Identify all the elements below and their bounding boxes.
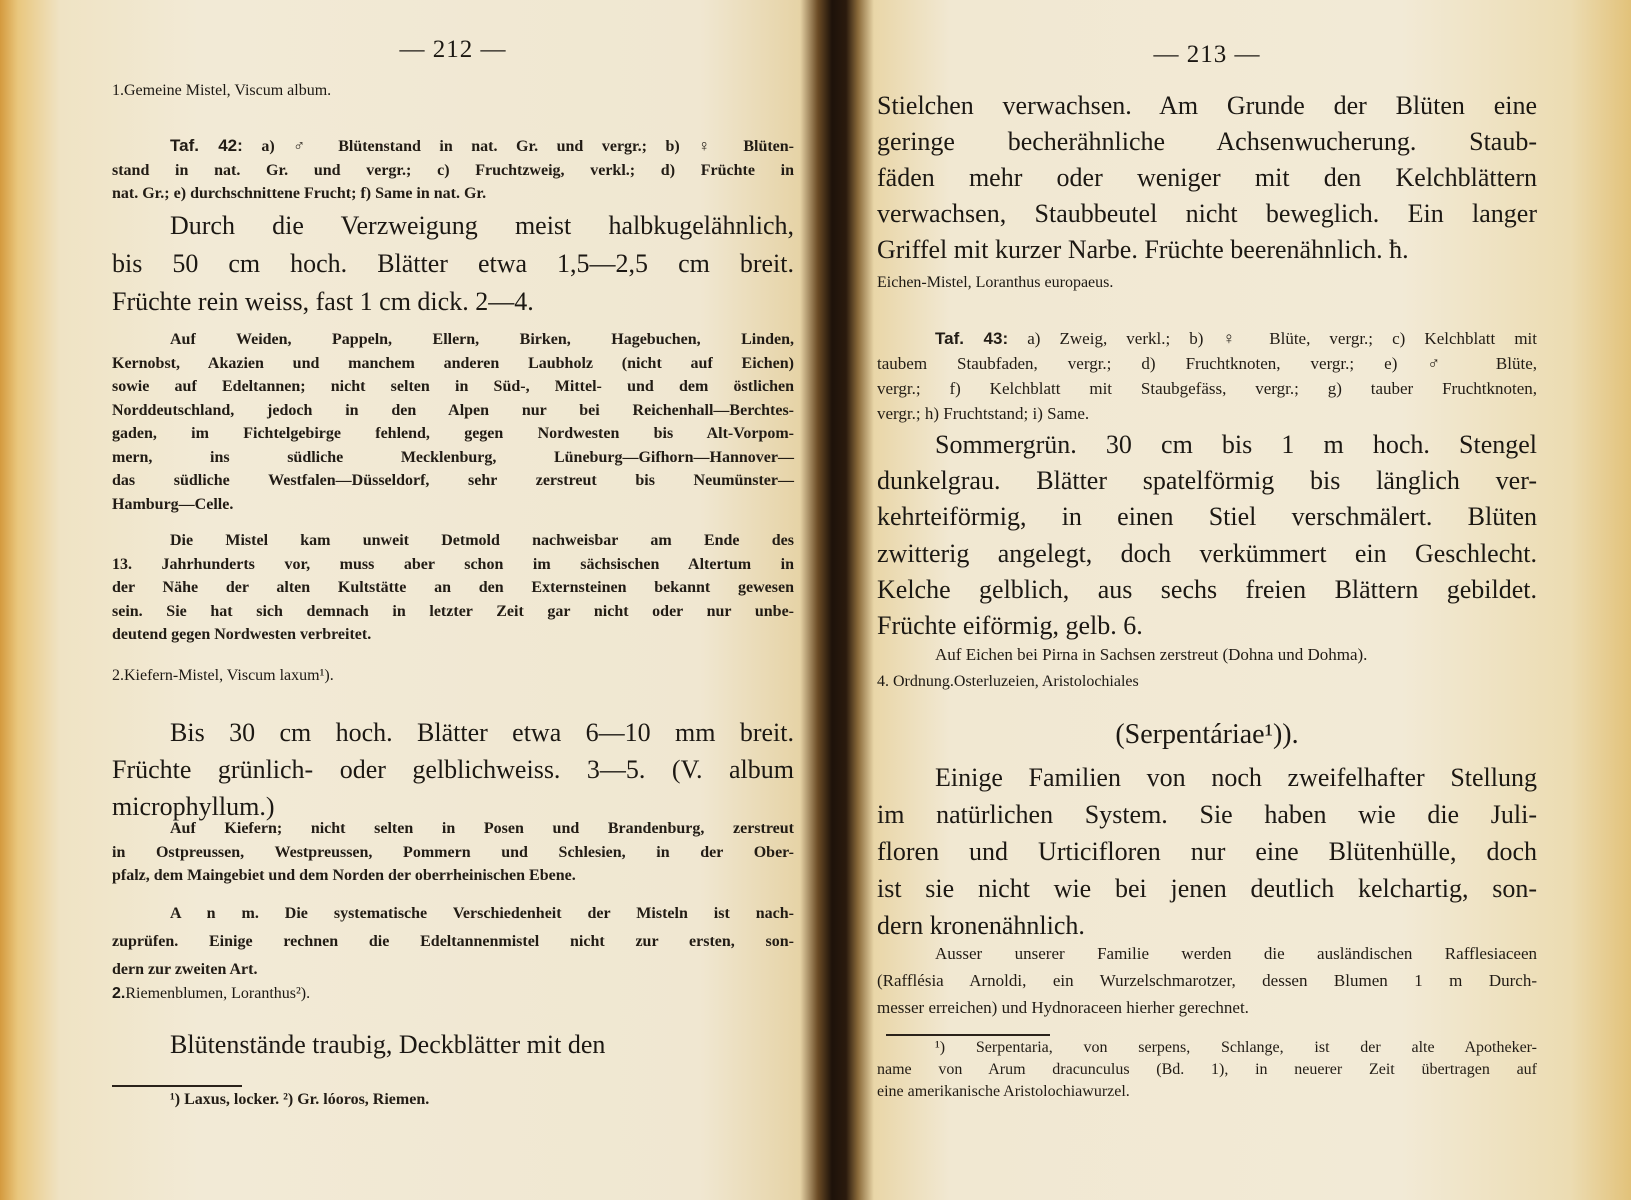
text-line: Die Mistel kam unweit Detmold nachweisbar am Ende des bbox=[170, 532, 794, 549]
text-line: verwachsen, Staubbeutel nicht beweglich. Ein langer bbox=[877, 199, 1537, 228]
text-line: im natürlichen System. Sie haben wie die Juli- bbox=[877, 800, 1537, 829]
text-line: Norddeutschland, jedoch in den Alpen nur bei Reichenhall—Berchtes- bbox=[112, 401, 794, 419]
heading-common-name: Riemenblumen, bbox=[125, 985, 228, 1002]
text-line: messer erreichen) und Hydnoraceen hierher gerechnet. bbox=[877, 998, 1249, 1017]
text-line: mern, ins südliche Mecklenburg, Lüneburg—Gifhorn—Hannover— bbox=[112, 448, 794, 466]
text-line: das südliche Westfalen—Düsseldorf, sehr zerstreut bis Neumünster— bbox=[112, 472, 794, 489]
text-line: Auf Eichen bei Pirna in Sachsen zerstreut (Dohna und Dohma). bbox=[935, 645, 1368, 664]
paragraph bbox=[112, 714, 794, 825]
text-line: Griffel mit kurzer Narbe. Früchte beerenähnlich. ħ. bbox=[877, 235, 1409, 264]
paragraph bbox=[112, 529, 794, 647]
page-number: — 212 — bbox=[399, 36, 507, 63]
paragraph bbox=[877, 427, 1537, 644]
heading-number: 2. bbox=[112, 667, 124, 684]
paragraph bbox=[877, 759, 1537, 944]
text-line: eine amerikanische Aristolochiawurzel. bbox=[877, 1083, 1130, 1100]
text-line: Sommergrün. 30 cm bis 1 m hoch. Stengel bbox=[935, 430, 1537, 459]
text-line: Ausser unserer Familie werden die ausländischen Rafflesiaceen bbox=[935, 944, 1537, 963]
text-line: floren und Urticifloren nur eine Blütenhülle, doch bbox=[877, 837, 1537, 866]
heading-latin-name: Aristolochiales bbox=[1041, 673, 1139, 690]
left-page-212 bbox=[112, 0, 794, 1200]
text-line: geringe becherähnliche Achsenwucherung. Staub- bbox=[877, 127, 1537, 156]
text-line: Auf Kiefern; nicht selten in Posen und Brandenburg, zerstreut bbox=[170, 820, 794, 837]
text-line: Bis 30 cm hoch. Blätter etwa 6—10 mm breit. bbox=[170, 718, 794, 747]
text-line: (Rafflésia Arnoldi, ein Wurzelschmarotzer, dessen Blumen 1 m Durch- bbox=[877, 971, 1537, 990]
footnote bbox=[877, 1037, 1537, 1103]
paragraph bbox=[877, 643, 1537, 667]
plate-reference: Taf. 42: bbox=[170, 136, 243, 155]
text-line: Früchte rein weiss, fast 1 cm dick. 2—4. bbox=[112, 287, 534, 316]
section-heading bbox=[877, 673, 1537, 691]
plate-reference: Taf. 43: bbox=[935, 329, 1009, 348]
heading-latin-name: Loranthus²). bbox=[231, 985, 311, 1002]
text-line: dunkelgrau. Blätter spatelförmig bis länglich ver- bbox=[877, 466, 1537, 496]
paragraph bbox=[112, 134, 794, 206]
text-line: der Nähe der alten Kultstätte an den Externsteinen bekannt gewesen bbox=[112, 579, 794, 596]
text-line: dern zur zweiten Art. bbox=[112, 961, 258, 978]
text-line: A n m. Die systematische Verschiedenheit der Misteln ist nach- bbox=[170, 905, 794, 922]
text-line: sowie auf Edeltannen; nicht selten in Süd-, Mittel- und dem östlichen bbox=[112, 378, 794, 395]
paragraph bbox=[877, 940, 1537, 1021]
text-line: name von Arum dracunculus (Bd. 1), in neuerer Zeit übertragen auf bbox=[877, 1061, 1537, 1078]
heading-common-name: Gemeine Mistel, bbox=[124, 82, 231, 99]
heading-latin-name: Viscum laxum¹). bbox=[226, 667, 334, 684]
text-line-content: a) ♂ Blütenstand in nat. Gr. und vergr.; b) ♀ Blüten- bbox=[261, 138, 794, 155]
text-line: pfalz, dem Maingebiet und dem Norden der oberrheinischen Ebene. bbox=[112, 867, 576, 884]
text-line: 13. Jahrhunderts vor, muss aber schon im sächsischen Altertum in bbox=[112, 555, 794, 573]
section-heading bbox=[877, 274, 1537, 292]
footnote-rule-left bbox=[112, 1085, 242, 1087]
paragraph bbox=[877, 88, 1537, 268]
heading-common-name: Osterluzeien, bbox=[953, 673, 1039, 690]
text-line: zuprüfen. Einige rechnen die Edeltannenmistel nicht zur ersten, son- bbox=[112, 933, 794, 950]
heading-number: 2. bbox=[112, 985, 126, 1002]
text-line: kehrteiförmig, in einen Stiel verschmälert. Blüten bbox=[877, 502, 1537, 532]
text-line: Stielchen verwachsen. Am Grunde der Blüten eine bbox=[877, 91, 1537, 120]
text-line: Hamburg—Celle. bbox=[112, 495, 234, 513]
section-heading bbox=[112, 667, 794, 685]
paragraph bbox=[877, 715, 1537, 755]
heading-number: 4. Ordnung. bbox=[877, 673, 954, 690]
text-line: dern kronenähnlich. bbox=[877, 911, 1085, 940]
text-line: Durch die Verzweigung meist halbkugelähnlich, bbox=[170, 211, 794, 240]
text-line: microphyllum.) bbox=[112, 792, 275, 821]
text-line: vergr.; f) Kelchblatt mit Staubgefäss, vergr.; g) tauber Fruchtknoten, bbox=[877, 379, 1537, 398]
section-heading bbox=[112, 985, 794, 1003]
heading-number: 1. bbox=[112, 82, 124, 99]
text-line bbox=[112, 134, 794, 159]
text-line bbox=[877, 326, 1537, 351]
text-line: stand in nat. Gr. und vergr.; c) Fruchtzweig, verkl.; d) Früchte in bbox=[112, 161, 794, 179]
text-line-content: a) Zweig, verkl.; b) ♀ Blüte, vergr.; c) Kelchblatt mit bbox=[1027, 329, 1538, 348]
text-line: vergr.; h) Fruchtstand; i) Same. bbox=[877, 404, 1090, 423]
text-line: Kelche gelblich, aus sechs freien Blättern gebildet. bbox=[877, 574, 1537, 604]
text-line: (Serpentáriae¹)). bbox=[1115, 719, 1299, 750]
text-line: Früchte grünlich- oder gelblichweiss. 3—5. (V. album bbox=[112, 755, 794, 784]
text-line: nat. Gr.; e) durchschnittene Frucht; f) Same in nat. Gr. bbox=[112, 185, 487, 202]
heading-common-name: Kiefern-Mistel, bbox=[124, 667, 224, 684]
text-line: bis 50 cm hoch. Blätter etwa 1,5—2,5 cm breit. bbox=[112, 249, 794, 278]
text-line: in Ostpreussen, Westpreussen, Pommern und Schlesien, in der Ober- bbox=[112, 843, 794, 861]
paragraph bbox=[112, 1026, 794, 1063]
heading-latin-name: Viscum album. bbox=[234, 82, 332, 99]
text-line: deutend gegen Nordwesten verbreitet. bbox=[112, 626, 372, 643]
text-line: Einige Familien von noch zweifelhafter Stellung bbox=[935, 763, 1537, 792]
paragraph bbox=[112, 817, 794, 888]
paragraph bbox=[112, 900, 794, 984]
text-line: taubem Staubfaden, vergr.; d) Fruchtknoten, vergr.; e) ♂ Blüte, bbox=[877, 354, 1537, 373]
text-line: gaden, im Fichtelgebirge fehlend, gegen Nordwesten bis Alt-Vorpom- bbox=[112, 425, 794, 442]
footnote-rule-right bbox=[886, 1034, 1050, 1036]
paragraph bbox=[112, 328, 794, 516]
text-line: ist sie nicht wie bei jenen deutlich kelchartig, son- bbox=[877, 874, 1537, 903]
paragraph bbox=[877, 326, 1537, 426]
text-line: Auf Weiden, Pappeln, Ellern, Birken, Hagebuchen, Linden, bbox=[170, 331, 794, 348]
paragraph bbox=[112, 207, 794, 321]
text-line: Früchte eiförmig, gelb. 6. bbox=[877, 611, 1143, 641]
text-line: Kernobst, Akazien und manchem anderen Laubholz (nicht auf Eichen) bbox=[112, 354, 794, 372]
footnote bbox=[112, 1088, 794, 1112]
text-line: zwitterig angelegt, doch verkümmert ein Geschlecht. bbox=[877, 538, 1537, 568]
right-page-213 bbox=[877, 0, 1537, 1200]
heading-latin-name: Loranthus europaeus. bbox=[975, 274, 1114, 291]
page-number: — 213 — bbox=[1153, 41, 1261, 68]
text-line: fäden mehr oder weniger mit den Kelchblättern bbox=[877, 163, 1537, 192]
heading-common-name: Eichen-Mistel, bbox=[877, 274, 972, 291]
text-line: ¹) Laxus, locker. ²) Gr. lóoros, Riemen. bbox=[170, 1091, 430, 1108]
text-line: ¹) Serpentaria, von serpens, Schlange, ist der alte Apotheker- bbox=[935, 1039, 1537, 1056]
text-line: Blütenstände traubig, Deckblätter mit den bbox=[170, 1030, 606, 1059]
text-line: sein. Sie hat sich demnach in letzter Zeit gar nicht oder nur unbe- bbox=[112, 602, 794, 620]
section-heading bbox=[112, 82, 794, 100]
